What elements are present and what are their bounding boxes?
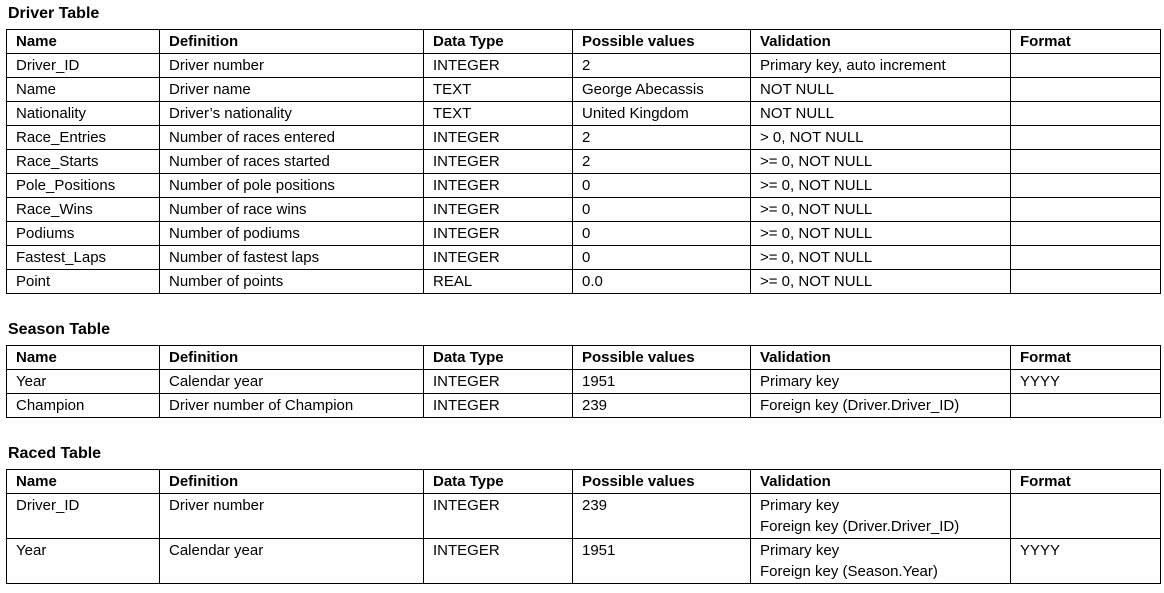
cell-format — [1011, 246, 1161, 270]
cell-possible-values: George Abecassis — [573, 78, 751, 102]
cell-definition: Driver number of Champion — [160, 394, 424, 418]
column-header-format: Format — [1011, 470, 1161, 494]
cell-format: YYYY — [1011, 539, 1161, 584]
cell-validation: NOT NULL — [751, 78, 1011, 102]
cell-validation: >= 0, NOT NULL — [751, 222, 1011, 246]
cell-format — [1011, 54, 1161, 78]
column-header-validation: Validation — [751, 470, 1011, 494]
season-table-title: Season Table — [8, 321, 110, 338]
cell-possible-values: United Kingdom — [573, 102, 751, 126]
cell-format — [1011, 270, 1161, 294]
cell-name: Race_Starts — [7, 150, 160, 174]
cell-name: Year — [7, 539, 160, 584]
column-header-name: Name — [7, 30, 160, 54]
cell-data-type: INTEGER — [424, 174, 573, 198]
cell-format — [1011, 394, 1161, 418]
cell-data-type: INTEGER — [424, 370, 573, 394]
cell-possible-values: 1951 — [573, 539, 751, 584]
raced-table-title: Raced Table — [8, 445, 102, 462]
cell-definition: Number of pole positions — [160, 174, 424, 198]
cell-name: Driver_ID — [7, 54, 160, 78]
cell-format — [1011, 494, 1161, 539]
driver-table-title: Driver Table — [8, 5, 100, 22]
cell-format — [1011, 150, 1161, 174]
cell-data-type: INTEGER — [424, 494, 573, 539]
cell-definition: Number of podiums — [160, 222, 424, 246]
cell-name: Point — [7, 270, 160, 294]
cell-format — [1011, 126, 1161, 150]
cell-name: Race_Entries — [7, 126, 160, 150]
cell-definition: Calendar year — [160, 539, 424, 584]
column-header-validation: Validation — [751, 30, 1011, 54]
cell-possible-values: 0.0 — [573, 270, 751, 294]
cell-name: Champion — [7, 394, 160, 418]
cell-definition: Calendar year — [160, 370, 424, 394]
column-header-definition: Definition — [160, 346, 424, 370]
cell-data-type: INTEGER — [424, 126, 573, 150]
cell-data-type: INTEGER — [424, 150, 573, 174]
cell-validation: Foreign key (Driver.Driver_ID) — [751, 394, 1011, 418]
column-header-data-type: Data Type — [424, 470, 573, 494]
cell-name: Podiums — [7, 222, 160, 246]
column-header-format: Format — [1011, 346, 1161, 370]
cell-validation: >= 0, NOT NULL — [751, 150, 1011, 174]
cell-format — [1011, 222, 1161, 246]
cell-validation: > 0, NOT NULL — [751, 126, 1011, 150]
cell-data-type: INTEGER — [424, 539, 573, 584]
cell-format — [1011, 102, 1161, 126]
cell-name: Race_Wins — [7, 198, 160, 222]
cell-name: Name — [7, 78, 160, 102]
column-header-definition: Definition — [160, 30, 424, 54]
cell-validation: Primary key, auto increment — [751, 54, 1011, 78]
cell-name: Pole_Positions — [7, 174, 160, 198]
cell-data-type: INTEGER — [424, 394, 573, 418]
cell-data-type: INTEGER — [424, 54, 573, 78]
cell-data-type: INTEGER — [424, 198, 573, 222]
cell-name: Year — [7, 370, 160, 394]
cell-definition: Driver number — [160, 54, 424, 78]
cell-name: Fastest_Laps — [7, 246, 160, 270]
table-row — [7, 246, 1161, 270]
column-header-name: Name — [7, 346, 160, 370]
raced-table — [6, 469, 1161, 584]
cell-validation: NOT NULL — [751, 102, 1011, 126]
column-header-possible-values: Possible values — [573, 346, 751, 370]
cell-possible-values: 2 — [573, 126, 751, 150]
cell-definition: Driver name — [160, 78, 424, 102]
cell-definition: Number of race wins — [160, 198, 424, 222]
cell-possible-values: 1951 — [573, 370, 751, 394]
cell-validation: >= 0, NOT NULL — [751, 198, 1011, 222]
table-row — [7, 174, 1161, 198]
column-header-format: Format — [1011, 30, 1161, 54]
cell-definition: Driver’s nationality — [160, 102, 424, 126]
header-row — [7, 470, 1161, 494]
season-table — [6, 345, 1161, 418]
cell-validation: >= 0, NOT NULL — [751, 246, 1011, 270]
cell-data-type: INTEGER — [424, 246, 573, 270]
cell-format — [1011, 198, 1161, 222]
header-row — [7, 30, 1161, 54]
cell-definition: Number of fastest laps — [160, 246, 424, 270]
table-row — [7, 394, 1161, 418]
column-header-name: Name — [7, 470, 160, 494]
cell-possible-values: 0 — [573, 174, 751, 198]
cell-validation: >= 0, NOT NULL — [751, 270, 1011, 294]
table-row — [7, 150, 1161, 174]
cell-definition: Number of points — [160, 270, 424, 294]
column-header-validation: Validation — [751, 346, 1011, 370]
header-row — [7, 346, 1161, 370]
table-row — [7, 78, 1161, 102]
cell-validation: >= 0, NOT NULL — [751, 174, 1011, 198]
cell-data-type: INTEGER — [424, 222, 573, 246]
column-header-data-type: Data Type — [424, 30, 573, 54]
cell-possible-values: 2 — [573, 54, 751, 78]
cell-possible-values: 2 — [573, 150, 751, 174]
cell-possible-values: 239 — [573, 494, 751, 539]
column-header-definition: Definition — [160, 470, 424, 494]
cell-definition: Number of races started — [160, 150, 424, 174]
cell-format — [1011, 174, 1161, 198]
cell-possible-values: 0 — [573, 198, 751, 222]
table-row — [7, 222, 1161, 246]
cell-validation: Primary key Foreign key (Driver.Driver_ID) — [751, 494, 1011, 539]
table-row — [7, 370, 1161, 394]
table-row — [7, 494, 1161, 539]
table-row — [7, 270, 1161, 294]
table-row — [7, 54, 1161, 78]
table-row — [7, 539, 1161, 584]
cell-data-type: REAL — [424, 270, 573, 294]
column-header-data-type: Data Type — [424, 346, 573, 370]
cell-name: Nationality — [7, 102, 160, 126]
cell-data-type: TEXT — [424, 78, 573, 102]
cell-definition: Driver number — [160, 494, 424, 539]
cell-data-type: TEXT — [424, 102, 573, 126]
table-row — [7, 126, 1161, 150]
cell-possible-values: 0 — [573, 246, 751, 270]
column-header-possible-values: Possible values — [573, 470, 751, 494]
cell-validation: Primary key Foreign key (Season.Year) — [751, 539, 1011, 584]
cell-format: YYYY — [1011, 370, 1161, 394]
cell-format — [1011, 78, 1161, 102]
cell-validation: Primary key — [751, 370, 1011, 394]
cell-possible-values: 239 — [573, 394, 751, 418]
cell-possible-values: 0 — [573, 222, 751, 246]
driver-table — [6, 29, 1161, 294]
table-row — [7, 198, 1161, 222]
column-header-possible-values: Possible values — [573, 30, 751, 54]
cell-definition: Number of races entered — [160, 126, 424, 150]
table-row — [7, 102, 1161, 126]
cell-name: Driver_ID — [7, 494, 160, 539]
